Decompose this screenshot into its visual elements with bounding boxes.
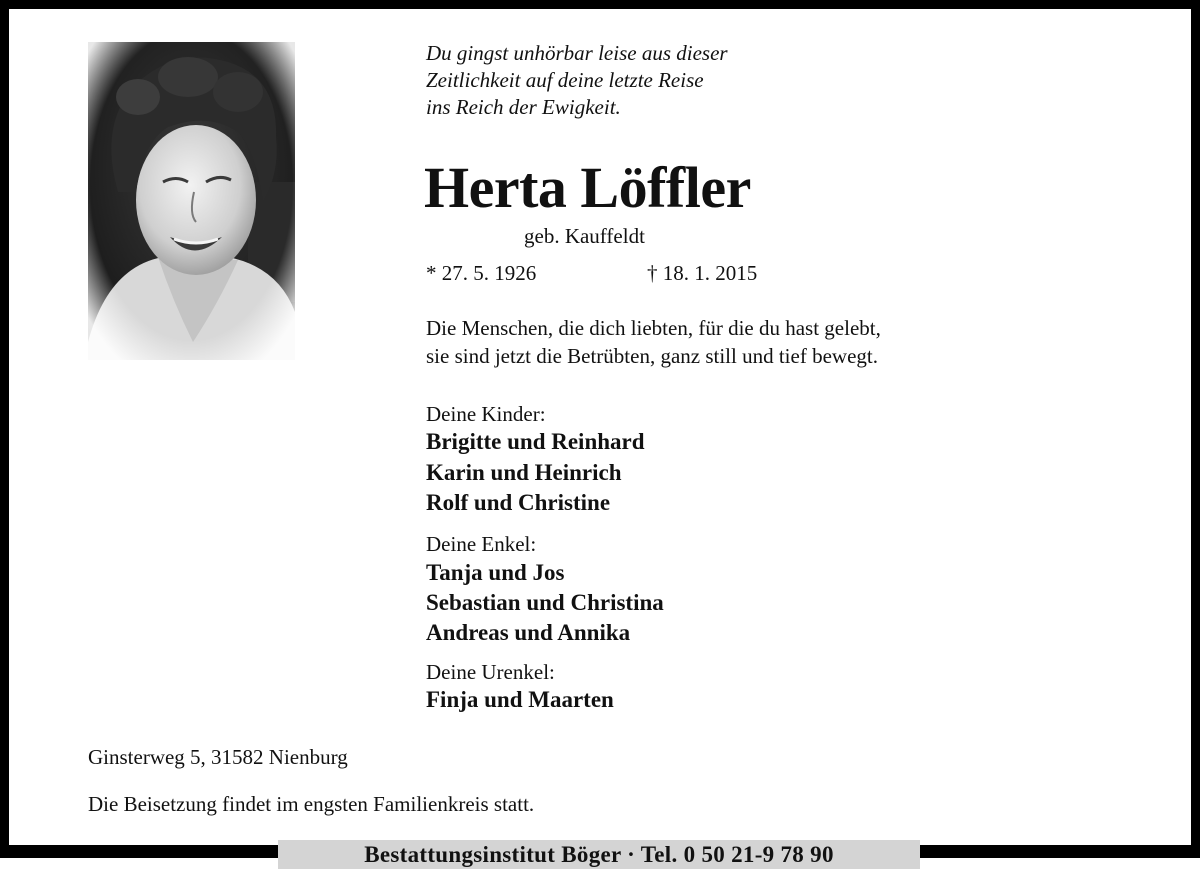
memorial-verse bbox=[426, 40, 846, 121]
grandchildren-label: Deine Enkel: bbox=[426, 532, 537, 556]
family-address: Ginsterweg 5, 31582 Nienburg bbox=[88, 745, 348, 769]
verse-line: Zeitlichkeit auf deine letzte Reise bbox=[426, 68, 704, 92]
grandchild-entry: Tanja und Jos bbox=[426, 560, 565, 585]
children-label: Deine Kinder: bbox=[426, 402, 546, 426]
burial-notice: Die Beisetzung findet im engsten Familienkreis statt. bbox=[88, 792, 535, 816]
birth-date: * 27. 5. 1926 bbox=[426, 261, 537, 285]
great-grandchild-entry: Finja und Maarten bbox=[426, 687, 614, 712]
maiden-name: geb. Kauffeldt bbox=[524, 224, 645, 248]
deceased-name: Herta Löffler bbox=[424, 155, 751, 220]
verse-line: Du gingst unhörbar leise aus dieser bbox=[426, 41, 728, 65]
death-date: † 18. 1. 2015 bbox=[647, 261, 758, 285]
grandchild-entry: Andreas und Annika bbox=[426, 620, 631, 645]
portrait-photo bbox=[88, 42, 295, 360]
poem-line: sie sind jetzt die Betrübten, ganz still und tief bewegt. bbox=[426, 344, 878, 368]
great-grandchildren-label: Deine Urenkel: bbox=[426, 660, 555, 684]
mourning-poem bbox=[426, 314, 1066, 370]
poem-line: Die Menschen, die dich liebten, für die du hast gelebt, bbox=[426, 316, 881, 340]
child-entry: Brigitte und Reinhard bbox=[426, 429, 645, 454]
grandchild-entry: Sebastian und Christina bbox=[426, 590, 664, 615]
funeral-home-footer: Bestattungsinstitut Böger · Tel. 0 50 21-9 78 90 bbox=[278, 840, 920, 869]
child-entry: Karin und Heinrich bbox=[426, 460, 622, 485]
child-entry: Rolf und Christine bbox=[426, 490, 611, 515]
verse-line: ins Reich der Ewigkeit. bbox=[426, 95, 621, 119]
